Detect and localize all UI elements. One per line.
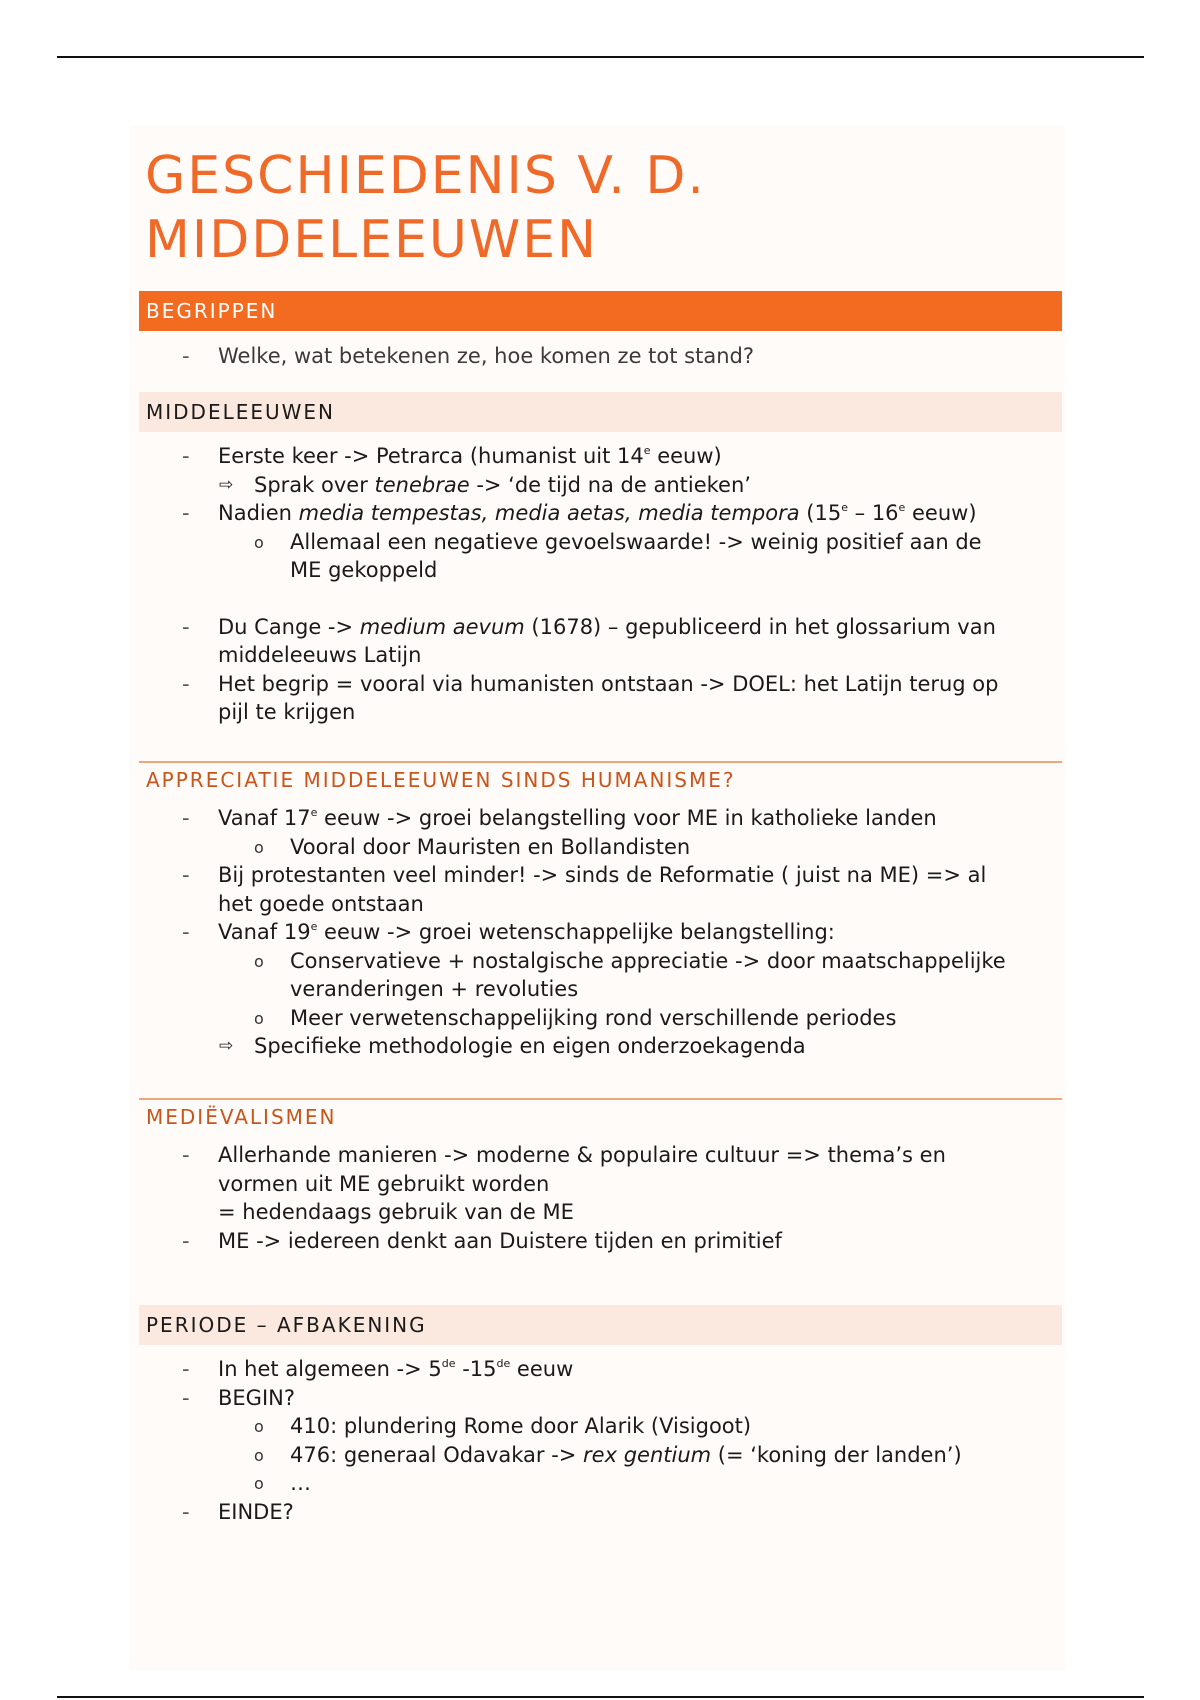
list-item: - Allerhande manieren -> moderne & populaire cultuur => thema’s en vormen uit ME gebruikt worden = hedendaags gebruik van de ME: [0, 1141, 1073, 1227]
medievalismen-list: [0, 1141, 1073, 1255]
title-line-1: GESCHIEDENIS V. D.: [145, 146, 706, 206]
spacer: [0, 585, 1074, 613]
bullet-circle-icon: o: [254, 532, 264, 552]
list-subitem: o Vooral door Mauristen en Bollandisten: [0, 833, 1073, 862]
section-heading-middeleeuwen: MIDDELEEUWEN: [139, 392, 1062, 432]
bullet-circle-icon: o: [254, 1474, 264, 1493]
list-item: - Bij protestanten veel minder! -> sinds de Reformatie ( juist na ME) => al het goede ontstaan: [0, 861, 1073, 918]
list-subitem: o Allemaal een negatieve gevoelswaarde! -> weinig positief aan de ME gekoppeld: [254, 529, 982, 582]
bullet-circle-icon: o: [254, 1417, 264, 1436]
section-heading-appreciatie: APPRECIATIE MIDDELEEUWEN SINDS HUMANISME?: [139, 761, 1062, 793]
middeleeuwen-list: [0, 442, 1074, 727]
bullet-circle-icon: o: [254, 1008, 264, 1028]
page-title: [145, 144, 706, 272]
bullet-circle-icon: o: [254, 837, 264, 857]
arrow-icon: ⇨: [219, 1036, 234, 1056]
list-item: - Vanaf 19e eeuw -> groei wetenschappelijke belangstelling:: [0, 918, 1073, 947]
appreciatie-list: [0, 804, 1074, 1061]
list-item: - Eerste keer -> Petrarca (humanist uit 14e eeuw): [0, 442, 1073, 471]
list-item-arrow: ⇨ Sprak over tenebrae -> ‘de tijd na de antieken’: [0, 471, 1074, 500]
list-item-arrow: ⇨ Specifieke methodologie en eigen onderzoekagenda: [0, 1032, 1074, 1061]
list-subitem: o …: [0, 1469, 1073, 1498]
top-rule: [57, 56, 1144, 58]
list-item: - BEGIN?: [0, 1384, 1073, 1413]
list-subitem: o 410: plundering Rome door Alarik (Visigoot): [0, 1412, 1073, 1441]
bottom-rule: [57, 1696, 1144, 1698]
list-subitem: o Conservatieve + nostalgische appreciatie -> door maatschappelijke veranderingen + revoluties: [254, 948, 1006, 1001]
periode-list: [0, 1355, 1073, 1526]
section-heading-begrippen: BEGRIPPEN: [139, 291, 1062, 331]
list-item: - Het begrip = vooral via humanisten ontstaan -> DOEL: het Latijn terug op pijl te krijgen: [0, 670, 1073, 727]
begrippen-list: [0, 342, 1073, 371]
list-item: - Vanaf 17e eeuw -> groei belangstelling voor ME in katholieke landen: [0, 804, 1073, 833]
list-item: - Welke, wat betekenen ze, hoe komen ze tot stand?: [0, 342, 1073, 371]
list-item: - Du Cange -> medium aevum (1678) – gepubliceerd in het glossarium van middeleeuws Latijn: [0, 613, 1073, 670]
list-item: - Nadien media tempestas, media aetas, media tempora (15e – 16e eeuw): [0, 499, 1073, 528]
list-item: - In het algemeen -> 5de -15de eeuw: [0, 1355, 1073, 1384]
list-subitem: o 476: generaal Odavakar -> rex gentium (= ‘koning der landen’): [0, 1441, 1073, 1470]
bullet-circle-icon: o: [254, 951, 264, 971]
title-line-2: MIDDELEEUWEN: [145, 210, 599, 270]
section-heading-periode: PERIODE – AFBAKENING: [139, 1305, 1062, 1345]
list-item: - EINDE?: [0, 1498, 1073, 1527]
arrow-icon: ⇨: [219, 474, 234, 495]
list-item: - ME -> iedereen denkt aan Duistere tijden en primitief: [0, 1227, 1073, 1256]
list-subitem: o Meer verwetenschappelijking rond verschillende periodes: [0, 1004, 1073, 1033]
section-heading-medievalismen: MEDIËVALISMEN: [139, 1098, 1062, 1130]
bullet-circle-icon: o: [254, 1445, 264, 1465]
